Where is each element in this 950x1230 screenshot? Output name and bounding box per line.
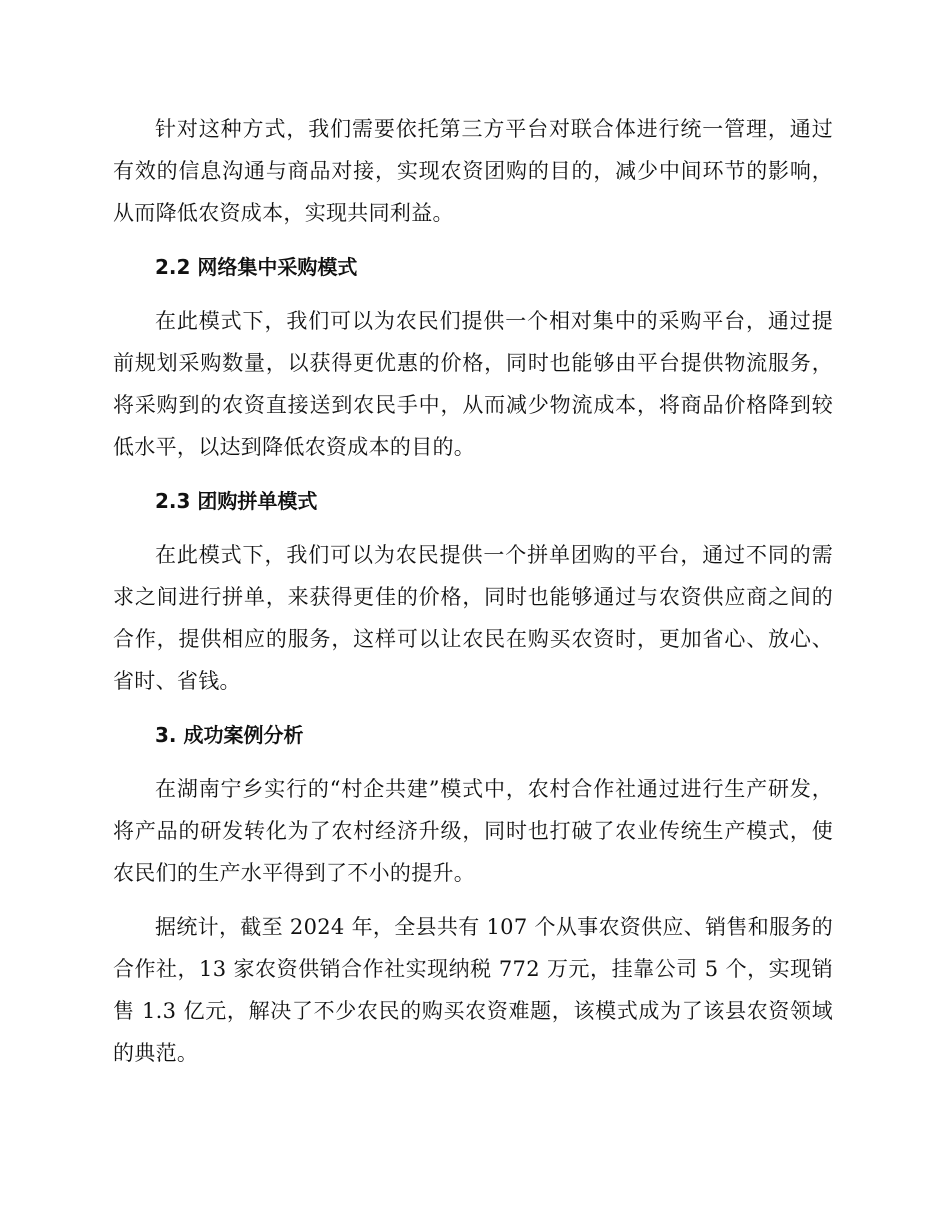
paragraph-group-buying: 在此模式下，我们可以为农民提供一个拼单团购的平台，通过不同的需求之间进行拼单，来获得更佳的价格，同时也能够通过与农资供应商之间的合作，提供相应的服务，这样可以让农民在购买农资时，更加省心、放心、省时、省钱。 <box>113 543 833 693</box>
paragraph-case-statistics: 据统计，截至 2024 年，全县共有 107 个从事农资供应、销售和服务的合作社，13 家农资供销合作社实现纳税 772 万元，挂靠公司 5 个，实现销售 1.3 亿元，解决了不少农民的购买农资难题，该模式成为了该县农资领域的典范。 <box>113 915 833 1065</box>
paragraph-unified-management: 针对这种方式，我们需要依托第三方平台对联合体进行统一管理，通过有效的信息沟通与商品对接，实现农资团购的目的，减少中间环节的影响，从而降低农资成本，实现共同利益。 <box>113 117 833 225</box>
paragraph-network-centralized-purchasing: 在此模式下，我们可以为农民们提供一个相对集中的采购平台，通过提前规划采购数量，以获得更优惠的价格，同时也能够由平台提供物流服务，将采购到的农资直接送到农民手中，从而减少物流成本，将商品价格降到较低水平，以达到降低农资成本的目的。 <box>113 309 833 459</box>
heading-section-3: 3. 成功案例分析 <box>155 723 304 747</box>
heading-section-2-2: 2.2 网络集中采购模式 <box>155 255 358 279</box>
paragraph-case-ningxiang: 在湖南宁乡实行的“村企共建”模式中，农村合作社通过进行生产研发，将产品的研发转化为了农村经济升级，同时也打破了农业传统生产模式，使农民们的生产水平得到了不小的提升。 <box>113 777 833 885</box>
heading-section-2-3: 2.3 团购拼单模式 <box>155 489 318 513</box>
document-body <box>113 108 833 1086</box>
